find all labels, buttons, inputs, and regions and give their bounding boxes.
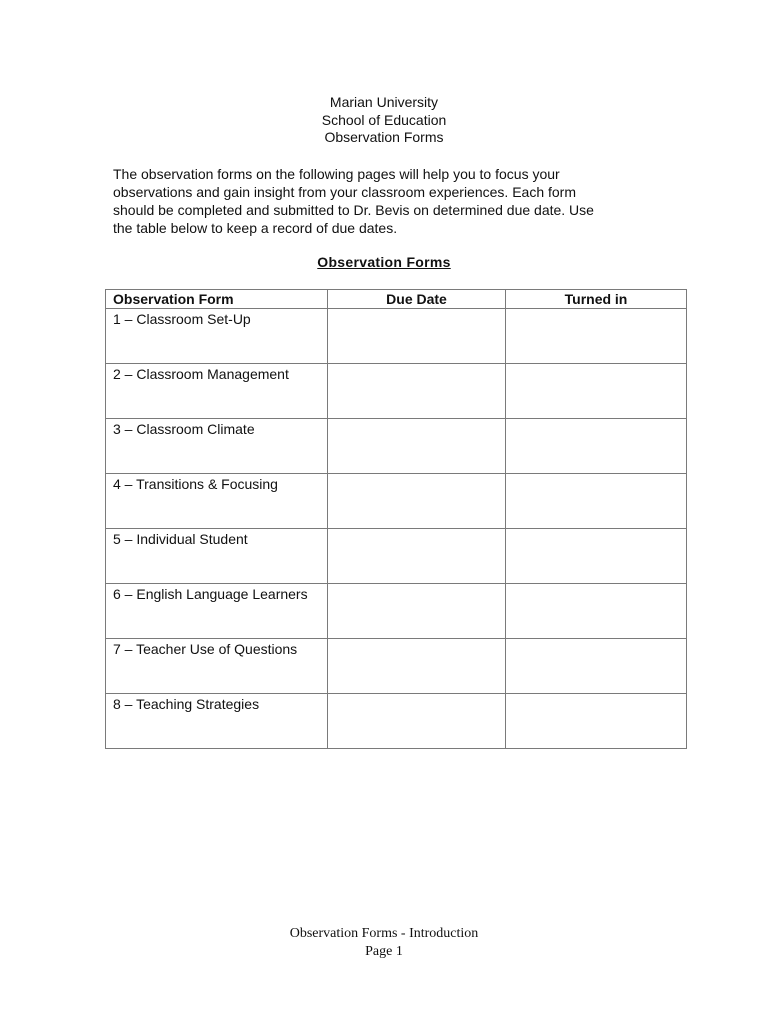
table-row (106, 529, 687, 584)
turned-in-cell[interactable] (506, 364, 687, 419)
turned-in-cell[interactable] (506, 694, 687, 749)
table-title: Observation Forms (317, 254, 451, 270)
due-date-cell[interactable] (328, 364, 506, 419)
column-header-observation-form: Observation Form (106, 290, 328, 309)
table-row (106, 584, 687, 639)
university-name: Marian University (329, 94, 439, 110)
turned-in-cell[interactable] (506, 584, 687, 639)
turned-in-cell[interactable] (506, 309, 687, 364)
table-row (106, 474, 687, 529)
table-row (106, 364, 687, 419)
due-date-cell[interactable] (328, 419, 506, 474)
document-heading (0, 94, 768, 147)
form-name-cell: 8 – Teaching Strategies (106, 694, 328, 749)
due-date-cell[interactable] (328, 694, 506, 749)
intro-line: observations and gain insight from your classroom experiences. Each form (113, 184, 576, 200)
column-header-due-date: Due Date (328, 290, 506, 309)
intro-line: the table below to keep a record of due dates. (113, 220, 398, 236)
form-name-cell: 7 – Teacher Use of Questions (106, 639, 328, 694)
form-name-cell: 2 – Classroom Management (106, 364, 328, 419)
footer-title: Observation Forms - Introduction (289, 926, 479, 941)
form-name-cell: 6 – English Language Learners (106, 584, 328, 639)
form-name-cell: 5 – Individual Student (106, 529, 328, 584)
column-header-turned-in: Turned in (506, 290, 687, 309)
form-name-cell: 1 – Classroom Set-Up (106, 309, 328, 364)
page-footer (0, 925, 768, 961)
due-date-cell[interactable] (328, 639, 506, 694)
table-row (106, 694, 687, 749)
table-row (106, 639, 687, 694)
due-date-cell[interactable] (328, 309, 506, 364)
turned-in-cell[interactable] (506, 419, 687, 474)
turned-in-cell[interactable] (506, 529, 687, 584)
table-header-row (106, 290, 687, 309)
due-date-cell[interactable] (328, 529, 506, 584)
table-row (106, 309, 687, 364)
form-name-cell: 4 – Transitions & Focusing (106, 474, 328, 529)
document-title: Observation Forms (324, 129, 444, 145)
turned-in-cell[interactable] (506, 639, 687, 694)
form-name-cell: 3 – Classroom Climate (106, 419, 328, 474)
due-date-cell[interactable] (328, 584, 506, 639)
table-row (106, 419, 687, 474)
intro-paragraph (113, 165, 673, 237)
page-number: Page 1 (365, 944, 403, 959)
observation-forms-table (105, 289, 687, 749)
intro-line: should be completed and submitted to Dr. Bevis on determined due date. Use (113, 202, 594, 218)
due-date-cell[interactable] (328, 474, 506, 529)
turned-in-cell[interactable] (506, 474, 687, 529)
school-name: School of Education (321, 111, 447, 128)
intro-line: The observation forms on the following pages will help you to focus your (113, 166, 560, 182)
